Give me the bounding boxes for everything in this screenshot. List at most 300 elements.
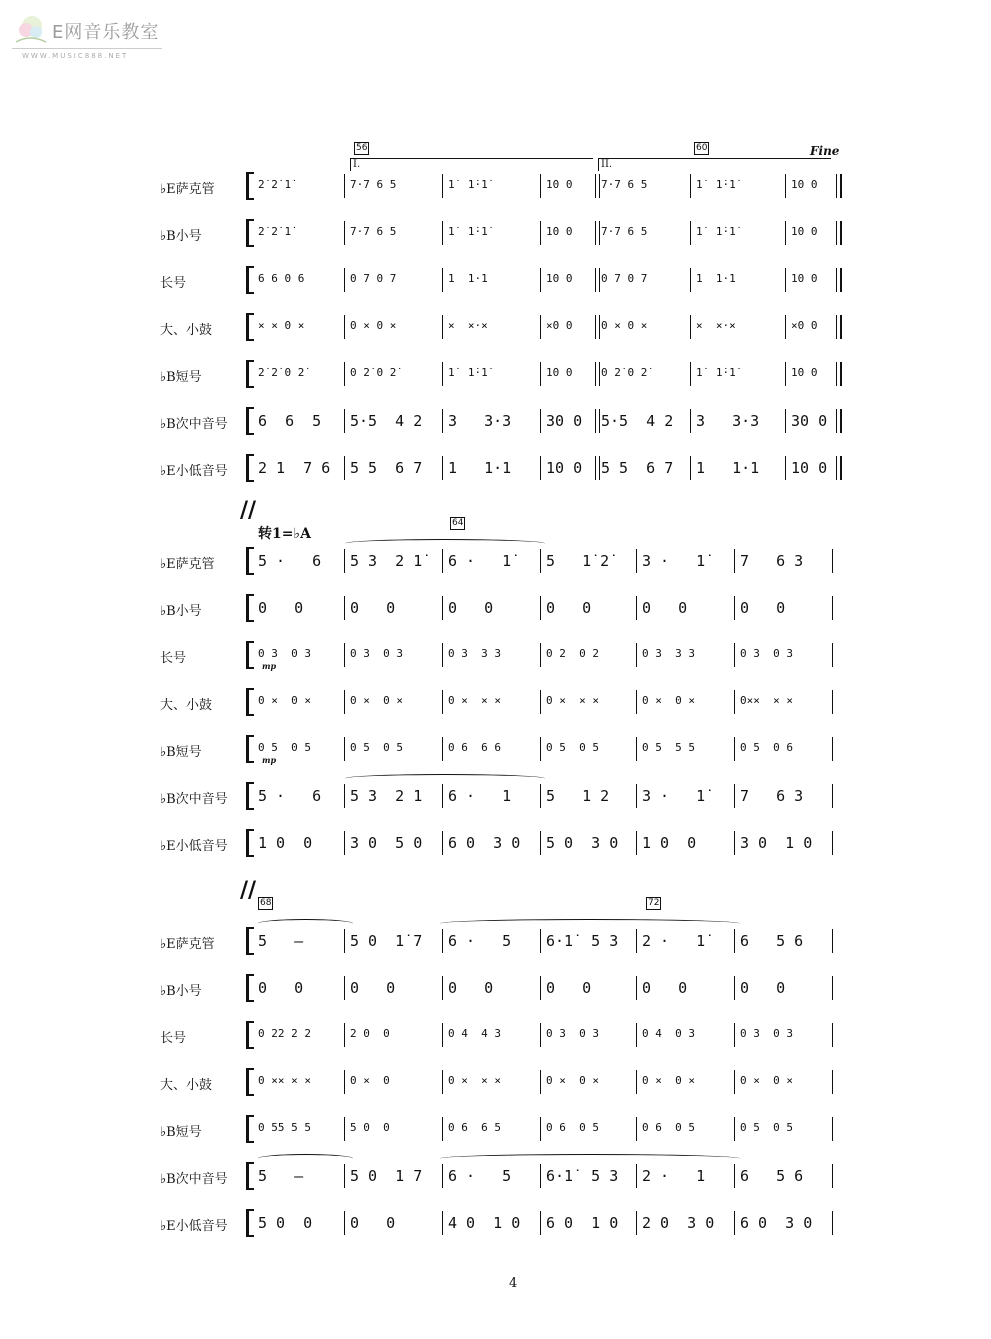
rehearsal-marker: 64	[452, 518, 464, 528]
barline	[636, 976, 637, 1000]
barline	[734, 1211, 735, 1235]
measure-notes: 0 × 0 ×	[258, 694, 311, 707]
measure-notes: 3 · 1̇	[642, 552, 706, 570]
measure-notes: 1̇0 0	[791, 178, 818, 191]
barline	[595, 268, 596, 292]
staff-bracket	[246, 547, 255, 575]
barline	[540, 1023, 541, 1047]
instrument-label: ♭E小低音号	[160, 464, 228, 479]
barline	[832, 1117, 833, 1141]
barline	[832, 831, 833, 855]
barline	[344, 456, 345, 480]
measure-notes: 0 5 5 5	[642, 741, 695, 754]
measure-notes: 1 1·1	[696, 459, 760, 477]
barline	[636, 737, 637, 761]
measure-notes: 10 0	[791, 459, 828, 477]
barline	[836, 409, 837, 433]
measure-notes: 0 7 0 7	[601, 272, 648, 285]
measure-notes: 7·7 6 5	[601, 178, 648, 191]
barline	[540, 456, 541, 480]
barline	[832, 1070, 833, 1094]
measure-notes: 5 1̇ 2̇	[546, 552, 610, 570]
measure-notes: 30 0	[791, 412, 828, 430]
measure-notes: 1 1·1	[696, 272, 736, 285]
measure-notes: 4 0 1 0	[448, 1214, 521, 1232]
barline	[832, 976, 833, 1000]
staff-bracket	[246, 266, 255, 294]
measure-notes: 2̇ 2̇ 1̇	[258, 178, 292, 191]
barline	[690, 174, 691, 198]
staff-bracket	[246, 172, 255, 200]
flower-icon	[12, 12, 48, 46]
barline	[734, 596, 735, 620]
measure-notes: 0 × 0 ×	[642, 1074, 695, 1087]
rehearsal-marker: 60	[696, 143, 708, 153]
measure-notes: 6 · 5	[448, 1167, 512, 1185]
barline	[636, 1117, 637, 1141]
measure-notes: 2 0 3 0	[642, 1214, 715, 1232]
measure-notes: 6 0 1 0	[546, 1214, 619, 1232]
measure-notes: 0 55 5 5	[258, 1121, 311, 1134]
measure-notes: 1̇ 1̇·1̇	[448, 366, 488, 379]
measure-notes: 3 3·3	[696, 412, 760, 430]
barline	[344, 784, 345, 808]
barline	[636, 596, 637, 620]
measure-notes: 2̇ 2̇ 0 2̇	[258, 366, 305, 379]
barline	[442, 409, 443, 433]
barline	[540, 1211, 541, 1235]
barline	[785, 174, 786, 198]
measure-notes: 0 3 3 3	[448, 647, 501, 660]
barline	[836, 268, 837, 292]
measure-notes: 1 0 0	[642, 834, 697, 852]
measure-notes: 2 1 7 6	[258, 459, 331, 477]
measure-notes: 1̇ 1̇·1̇	[696, 225, 736, 238]
measure-notes: 7 6 3	[740, 787, 804, 805]
measure-notes: 0 × 0 ×	[642, 694, 695, 707]
measure-notes: 0 3 0 3	[350, 647, 403, 660]
measure-notes: 1 1·1	[448, 459, 512, 477]
staff-bracket	[246, 313, 255, 341]
measure-notes: 6·1̇ 5 3	[546, 1167, 619, 1185]
measure-notes: 1̇0 0	[546, 178, 573, 191]
barline	[540, 362, 541, 386]
measure-notes: 0 4 4 3	[448, 1027, 501, 1040]
barline	[734, 1164, 735, 1188]
barline	[344, 409, 345, 433]
barline	[832, 929, 833, 953]
key-change: 转1=♭A	[258, 526, 311, 542]
rehearsal-marker: 68	[260, 898, 272, 908]
instrument-label: ♭E萨克管	[160, 557, 215, 572]
barline	[442, 596, 443, 620]
staff-bracket	[246, 688, 255, 716]
barline	[344, 549, 345, 573]
barline	[540, 268, 541, 292]
barline	[832, 643, 833, 667]
instrument-label: ♭B小号	[160, 604, 202, 619]
barline	[734, 784, 735, 808]
barline	[832, 1164, 833, 1188]
barline	[785, 409, 786, 433]
staff-bracket	[246, 594, 255, 622]
barline	[636, 1023, 637, 1047]
staff-bracket	[246, 407, 255, 435]
measure-notes: 0 3 0 3	[740, 647, 793, 660]
barline	[734, 643, 735, 667]
rehearsal-marker: 72	[648, 898, 660, 908]
measure-notes: 0 5 0 5	[258, 741, 311, 754]
measure-notes: 1̇0 0	[546, 225, 573, 238]
barline	[636, 549, 637, 573]
measure-notes: 0 2̇ 0 2̇	[601, 366, 648, 379]
barline	[636, 784, 637, 808]
instrument-label: ♭B小号	[160, 229, 202, 244]
measure-notes: 0 4 0 3	[642, 1027, 695, 1040]
barline	[785, 362, 786, 386]
barline	[344, 362, 345, 386]
measure-notes: 5 3 2 1̇	[350, 552, 423, 570]
barline	[442, 456, 443, 480]
barline	[442, 174, 443, 198]
barline	[832, 596, 833, 620]
measure-notes: 5·5 4 2	[350, 412, 423, 430]
barline	[344, 1070, 345, 1094]
instrument-label: 长号	[160, 1031, 187, 1046]
measure-notes: 0 7 0 7	[350, 272, 397, 285]
barline	[595, 362, 596, 386]
system-separator-slashes: //	[240, 497, 257, 523]
barline	[540, 737, 541, 761]
barline	[540, 784, 541, 808]
measure-notes: 1̇ 1̇·1̇	[696, 178, 736, 191]
barline	[442, 784, 443, 808]
measure-notes: 6 · 1	[448, 787, 512, 805]
rehearsal-marker: 56	[356, 143, 368, 153]
measure-notes: 0×× × ×	[740, 694, 793, 707]
barline	[442, 929, 443, 953]
measure-notes: 0 × 0 ×	[546, 1074, 599, 1087]
measure-notes: 6 · 5	[448, 932, 512, 950]
measure-notes: 3 0 1 0	[740, 834, 813, 852]
page-number: 4	[509, 1276, 518, 1291]
measure-notes: ×0 0	[546, 319, 573, 332]
instrument-label: 大、小鼓	[160, 323, 213, 338]
barline	[690, 362, 691, 386]
barline	[540, 690, 541, 714]
barline	[832, 737, 833, 761]
measure-notes: 0 5 0 5	[350, 741, 403, 754]
measure-notes: 0 3 0 3	[546, 1027, 599, 1040]
measure-notes: 3 · 1̇	[642, 787, 706, 805]
barline	[344, 643, 345, 667]
barline	[442, 737, 443, 761]
staff-bracket	[246, 735, 255, 763]
measure-notes: 6 0 3 0	[740, 1214, 813, 1232]
slur-mark	[258, 1154, 353, 1163]
measure-notes: 1̇ 1̇·1̇	[448, 178, 488, 191]
slur-mark	[345, 774, 545, 783]
measure-notes: 0 22 2 2	[258, 1027, 311, 1040]
measure-notes: 0 × 0 ×	[601, 319, 648, 332]
measure-notes: 6 0 3 0	[448, 834, 521, 852]
barline	[734, 1070, 735, 1094]
barline	[442, 831, 443, 855]
dynamic-marking: mp	[262, 755, 277, 765]
measure-notes: 6 · 1̇	[448, 552, 512, 570]
barline	[344, 315, 345, 339]
barline	[836, 315, 837, 339]
measure-notes: 0 3 3 3	[642, 647, 695, 660]
barline	[595, 409, 596, 433]
measure-notes: 6 5 6	[740, 932, 804, 950]
barline	[734, 976, 735, 1000]
barline	[540, 929, 541, 953]
barline	[690, 221, 691, 245]
barline	[344, 690, 345, 714]
staff-bracket	[246, 1115, 255, 1143]
instrument-label: ♭B小号	[160, 984, 202, 999]
measure-notes: 0 × 0 ×	[350, 694, 403, 707]
staff-bracket	[246, 1021, 255, 1049]
staff-bracket	[246, 829, 255, 857]
barline	[636, 831, 637, 855]
measure-notes: 2 · 1̇	[642, 932, 706, 950]
measure-notes: 5 3 2 1	[350, 787, 423, 805]
barline	[832, 1023, 833, 1047]
barline	[595, 456, 596, 480]
barline	[442, 1164, 443, 1188]
barline	[344, 221, 345, 245]
measure-notes: 0 0	[740, 979, 786, 997]
measure-notes: 0 × 0 ×	[350, 319, 397, 332]
dynamic-marking: mp	[262, 661, 277, 671]
slur-mark	[440, 1154, 740, 1163]
barline	[636, 1070, 637, 1094]
measure-notes: 10 0	[791, 272, 818, 285]
measure-notes: 10 0	[546, 272, 573, 285]
barline	[734, 1117, 735, 1141]
measure-notes: 0 0	[448, 979, 494, 997]
watermark-subtitle: WWW.MUSIC888.NET	[22, 52, 129, 60]
barline	[540, 409, 541, 433]
watermark-divider	[12, 48, 162, 49]
staff-bracket	[246, 927, 255, 955]
barline	[734, 929, 735, 953]
measure-notes: 5 0 3 0	[546, 834, 619, 852]
measure-notes: 5 · 6	[258, 787, 322, 805]
barline	[344, 1211, 345, 1235]
measure-notes: 0 0	[350, 599, 396, 617]
staff-bracket	[246, 360, 255, 388]
barline	[690, 409, 691, 433]
measure-notes: 30 0	[546, 412, 583, 430]
barline	[442, 1117, 443, 1141]
measure-notes: 0 3 0 3	[258, 647, 311, 660]
measure-notes: 3 3·3	[448, 412, 512, 430]
barline	[595, 174, 596, 198]
measure-notes: × ×·×	[448, 319, 488, 332]
slur-mark	[440, 919, 740, 928]
instrument-label: ♭E小低音号	[160, 1219, 228, 1234]
instrument-label: 大、小鼓	[160, 1078, 213, 1093]
measure-notes: 2 · 1	[642, 1167, 706, 1185]
measure-notes: 0 0	[350, 979, 396, 997]
barline	[344, 268, 345, 292]
barline	[540, 976, 541, 1000]
measure-notes: 6 6 0 6	[258, 272, 305, 285]
staff-bracket	[246, 454, 255, 482]
measure-notes: 5 0 1̇ 7	[350, 932, 423, 950]
measure-notes: 0 6 6 6	[448, 741, 501, 754]
barline	[595, 221, 596, 245]
measure-notes: 1̇0 0	[791, 366, 818, 379]
measure-notes: 0 6 0 5	[546, 1121, 599, 1134]
barline	[442, 1070, 443, 1094]
barline	[785, 456, 786, 480]
barline	[442, 1211, 443, 1235]
measure-notes: 1 0 0	[258, 834, 313, 852]
watermark-logo	[4, 10, 184, 60]
instrument-label: 长号	[160, 276, 187, 291]
measure-notes: 1̇ 1̇·1̇	[448, 225, 488, 238]
system-separator-slashes: //	[240, 877, 257, 903]
measure-notes: 0 0	[546, 979, 592, 997]
barline	[442, 549, 443, 573]
instrument-label: 长号	[160, 651, 187, 666]
instrument-label: ♭B短号	[160, 745, 202, 760]
barline	[785, 268, 786, 292]
measure-notes: 5 0 0	[258, 1214, 313, 1232]
measure-notes: 0 0	[642, 599, 688, 617]
barline	[540, 1070, 541, 1094]
measure-notes: 0 × × ×	[546, 694, 599, 707]
barline	[734, 1023, 735, 1047]
barline	[540, 1117, 541, 1141]
measure-notes: 0 0	[258, 979, 304, 997]
measure-notes: 2 0 0	[350, 1027, 390, 1040]
barline	[540, 831, 541, 855]
barline	[442, 268, 443, 292]
measure-notes: 0 0	[258, 599, 304, 617]
measure-notes: 0 0	[350, 1214, 396, 1232]
instrument-label: 大、小鼓	[160, 698, 213, 713]
measure-notes: 5 1 2	[546, 787, 610, 805]
barline	[836, 174, 837, 198]
barline	[442, 690, 443, 714]
barline	[442, 643, 443, 667]
barline	[734, 549, 735, 573]
staff-bracket	[246, 1162, 255, 1190]
measure-notes: 6 5 6	[740, 1167, 804, 1185]
barline	[442, 362, 443, 386]
barline	[540, 315, 541, 339]
measure-notes: 5 5 6 7	[350, 459, 423, 477]
barline	[690, 456, 691, 480]
barline	[540, 1164, 541, 1188]
fine-marking: Fine	[810, 144, 840, 158]
measure-notes: 0 2̇ 0 2̇	[350, 366, 397, 379]
measure-notes: 10 0	[546, 459, 583, 477]
measure-notes: 1̇0 0	[546, 366, 573, 379]
barline	[636, 1164, 637, 1188]
barline	[836, 362, 837, 386]
barline	[442, 1023, 443, 1047]
measure-notes: 0 × 0 ×	[740, 1074, 793, 1087]
barline	[734, 690, 735, 714]
measure-notes: 0 × × ×	[448, 1074, 501, 1087]
barline	[540, 174, 541, 198]
staff-bracket	[246, 219, 255, 247]
barline	[832, 549, 833, 573]
measure-notes: 7 6 3	[740, 552, 804, 570]
barline	[344, 1164, 345, 1188]
measure-notes: 0 6 6 5	[448, 1121, 501, 1134]
measure-notes: 6 6 5	[258, 412, 322, 430]
barline	[442, 221, 443, 245]
barline	[344, 1023, 345, 1047]
instrument-label: ♭B次中音号	[160, 1172, 228, 1187]
measure-notes: 1̇ 1̇·1̇	[696, 366, 736, 379]
measure-notes: × ×·×	[696, 319, 736, 332]
barline	[595, 315, 596, 339]
barline	[836, 221, 837, 245]
barline	[785, 221, 786, 245]
instrument-label: ♭B短号	[160, 1125, 202, 1140]
measure-notes: 5 0 0	[350, 1121, 390, 1134]
barline	[636, 690, 637, 714]
barline	[636, 1211, 637, 1235]
staff-bracket	[246, 974, 255, 1002]
barline	[836, 456, 837, 480]
measure-notes: 0 0	[740, 599, 786, 617]
measure-notes: 1 1·1	[448, 272, 488, 285]
measure-notes: × × 0 ×	[258, 319, 305, 332]
barline	[540, 596, 541, 620]
barline	[442, 315, 443, 339]
instrument-label: ♭E萨克管	[160, 182, 215, 197]
measure-notes: 5·5 4 2	[601, 412, 674, 430]
staff-bracket	[246, 641, 255, 669]
barline	[734, 737, 735, 761]
barline	[690, 268, 691, 292]
barline	[344, 831, 345, 855]
volta-second-ending: II.	[598, 158, 831, 171]
measure-notes: 0 0	[642, 979, 688, 997]
measure-notes: ×0 0	[791, 319, 818, 332]
instrument-label: ♭B次中音号	[160, 792, 228, 807]
barline	[832, 784, 833, 808]
measure-notes: 0 2 0 2	[546, 647, 599, 660]
instrument-label: ♭B短号	[160, 370, 202, 385]
slur-mark	[345, 539, 545, 548]
measure-notes: 0 ×× × ×	[258, 1074, 311, 1087]
measure-notes: 1̇0 0	[791, 225, 818, 238]
barline	[832, 690, 833, 714]
measure-notes: 0 6 0 5	[642, 1121, 695, 1134]
barline	[344, 174, 345, 198]
barline	[540, 221, 541, 245]
measure-notes: 6·1̇ 5 3	[546, 932, 619, 950]
measure-notes: 5 –	[258, 1167, 304, 1185]
measure-notes: 7·7 6 5	[601, 225, 648, 238]
volta-first-ending: I.	[350, 158, 593, 171]
barline	[785, 315, 786, 339]
measure-notes: 0 5 0 6	[740, 741, 793, 754]
barline	[344, 596, 345, 620]
barline	[344, 929, 345, 953]
measure-notes: 0 0	[448, 599, 494, 617]
